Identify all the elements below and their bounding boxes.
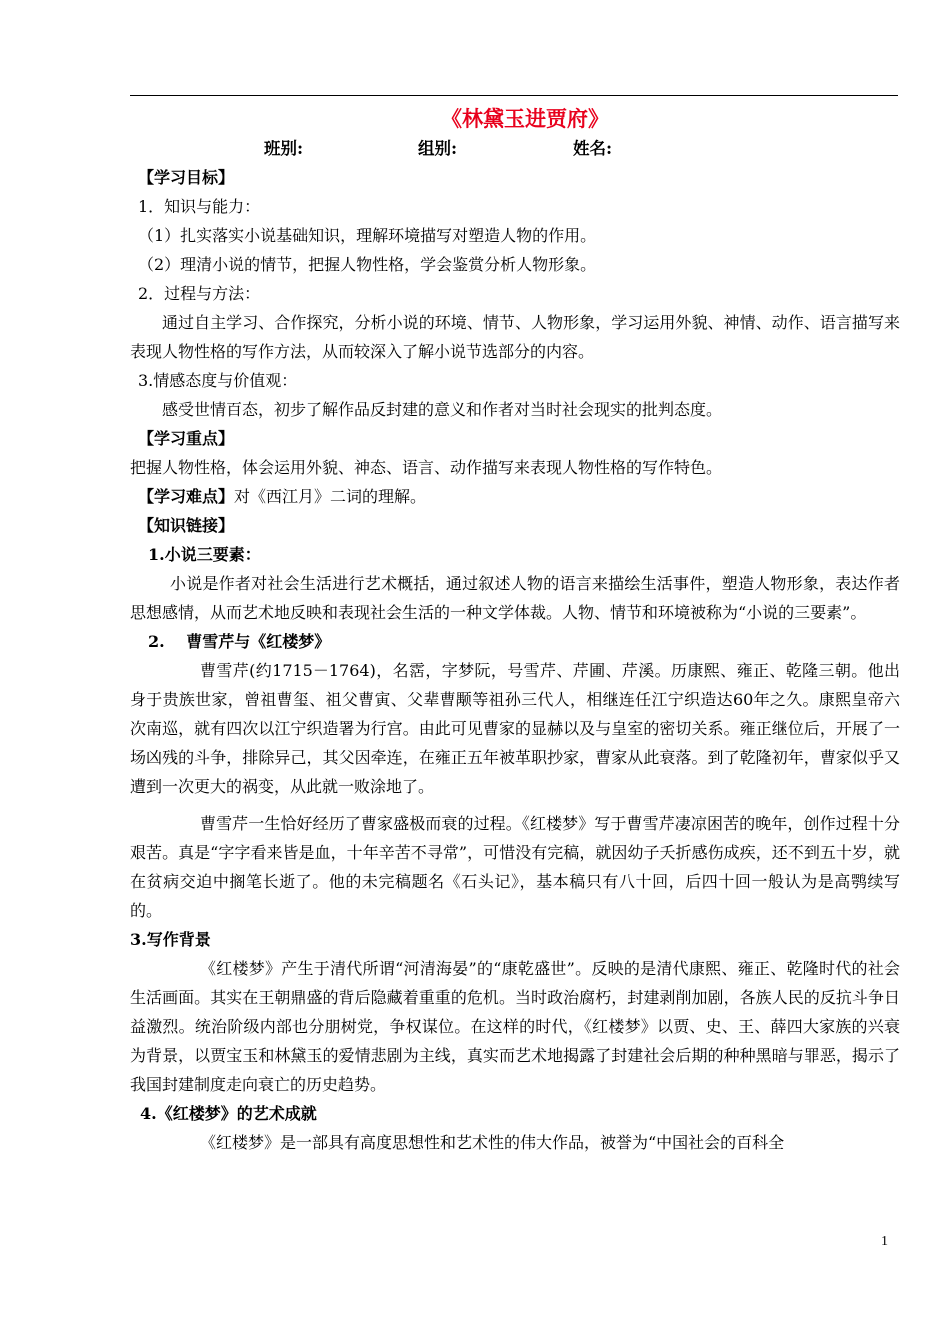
knowledge-2-heading: 2. 曹雪芹与《红楼梦》 [148,632,331,651]
knowledge-3-heading: 3.写作背景 [130,930,211,949]
goals-item-1: 1．知识与能力： [138,197,261,216]
knowledge-4-text: 《红楼梦》是一部具有高度思想性和艺术性的伟大作品，被誉为“中国社会的百科全 [200,1133,785,1152]
difficulty-row [130,482,900,511]
name-label: 姓名: [573,139,613,158]
page-number: 1 [881,1234,888,1249]
knowledge-2-paragraph-2: 曹雪芹一生恰好经历了曹家盛极而衰的过程。《红楼梦》写于曹雪芹凄凉困苦的晚年，创作过程十分艰苦。真是“字字看来皆是血，十年辛苦不寻常”，可惜没有完稿，就因幼子夭折感伤成疾，还不到五十岁，就在贫病交迫中搁笔长逝了。他的未完稿题名《石头记》，基本稿只有八十回，后四十回一般认为是高鹗续写的。 [130,814,900,920]
document-page [130,104,900,1157]
knowledge-3-text: 《红楼梦》产生于清代所谓“河清海晏”的“康乾盛世”。反映的是清代康熙、雍正、乾隆时代的社会生活画面。其实在王朝鼎盛的背后隐藏着重重的危机。当时政治腐朽，封建剥削加剧，各族人民的反抗斗争日益激烈。统治阶级内部也分朋树党，争权谋位。在这样的时代，《红楼梦》以贾、史、王、薛四大家族的兴衰为背景，以贾宝玉和林黛玉的爱情悲剧为主线，真实而艺术地揭露了封建社会后期的种种黑暗与罪恶，揭示了我国封建制度走向衰亡的历史趋势。 [130,959,900,1094]
class-label: 班别: [264,139,304,158]
group-label: 组别: [418,139,458,158]
knowledge-2-paragraph-1: 曹雪芹(约1715－1764)，名霑，字梦阮，号雪芹、芹圃、芹溪。历康熙、雍正、乾隆三朝。他出身于贵族世家，曾祖曹玺、祖父曹寅、父辈曹颙等祖孙三代人，相继连任江宁织造达60年之久。康熙皇帝六次南巡，就有四次以江宁织造署为行宫。由此可见曹家的显赫以及与皇室的密切关系。雍正继位后，开展了一场凶残的斗争，排除异己，其父因牵连，在雍正五年被革职抄家，曹家从此衰落。到了乾隆初年，曹家似乎又遭到一次更大的祸变，从此就一败涂地了。 [130,661,900,796]
knowledge-heading: 【知识链接】 [138,516,235,535]
goals-item-2: 2．过程与方法： [138,284,261,303]
goals-item-1a: （1）扎实落实小说基础知识，理解环境描写对塑造人物的作用。 [138,226,597,245]
focus-text: 把握人物性格，体会运用外貌、神态、语言、动作描写来表现人物性格的写作特色。 [130,458,723,477]
student-info-row [130,134,900,163]
difficulty-heading: 【学习难点】 [138,487,235,506]
goals-heading: 【学习目标】 [138,168,235,187]
focus-heading: 【学习重点】 [138,429,235,448]
goals-item-3: 3.情感态度与价值观： [138,371,298,390]
goals-item-2-text: 通过自主学习、合作探究，分析小说的环境、情节、人物形象，学习运用外貌、神情、动作、语言描写来表现人物性格的写作方法，从而较深入了解小说节选部分的内容。 [130,313,900,361]
knowledge-4-heading: 4.《红楼梦》的艺术成就 [140,1104,317,1123]
knowledge-1-heading: 1.小说三要素： [148,545,261,564]
goals-item-3-text: 感受世情百态，初步了解作品反封建的意义和作者对当时社会现实的批判态度。 [162,400,723,419]
goals-item-1b: （2）理清小说的情节，把握人物性格，学会鉴赏分析人物形象。 [138,255,597,274]
difficulty-text: 对《西江月》二词的理解。 [234,487,427,506]
document-title: 《林黛玉进贾府》 [441,106,609,131]
knowledge-1-text: 小说是作者对社会生活进行艺术概括，通过叙述人物的语言来描绘生活事件，塑造人物形象，表达作者思想感情，从而艺术地反映和表现社会生活的一种文学体裁。人物、情节和环境被称为“小说的三要素”。 [130,574,900,622]
header-rule [130,95,898,96]
